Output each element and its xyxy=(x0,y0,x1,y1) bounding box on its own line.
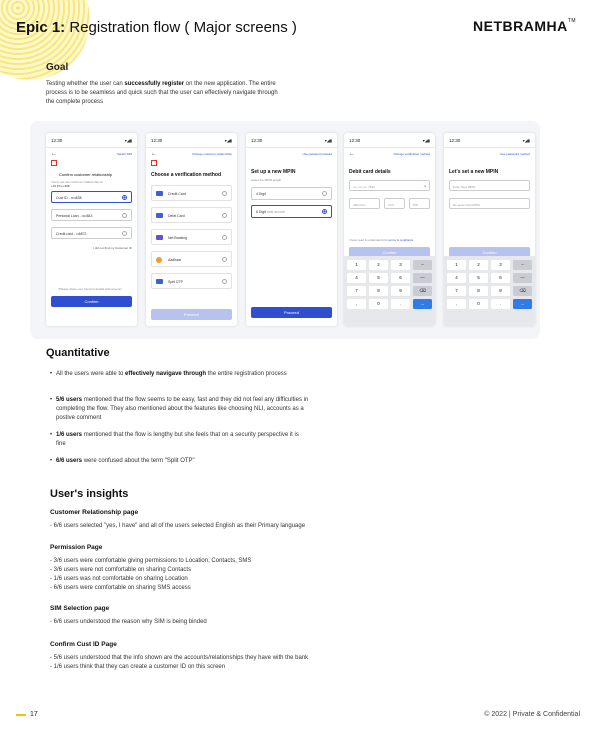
status-time: 12:30 xyxy=(51,138,63,143)
insight-item: - 1/6 users was not comfortable on sharing Location xyxy=(50,576,188,582)
split-otp-icon xyxy=(156,279,163,284)
phone-screen-debit-card xyxy=(344,133,435,326)
insight-group-title: SIM Selection page xyxy=(50,605,110,612)
radio-icon xyxy=(222,235,227,240)
radio-icon xyxy=(122,231,127,236)
status-time: 12:30 xyxy=(151,138,163,143)
reenter-mpin-input[interactable]: Re-enter New MPIN xyxy=(449,198,530,209)
insight-group-title: Customer Relationship page xyxy=(50,509,139,516)
keypad-key[interactable]: 5 xyxy=(469,273,488,283)
signal-battery-icon: ▾◢▮ xyxy=(124,138,132,143)
signal-battery-icon: ▾◢▮ xyxy=(324,138,332,143)
option-aadhaar[interactable]: Aadhaar xyxy=(151,251,232,267)
keypad-key[interactable]: – xyxy=(513,260,532,270)
screen-subtitle: You're are the customer relationship for xyxy=(51,180,104,184)
goal-heading: Goal xyxy=(46,62,69,73)
use-password-link[interactable]: Use password instead xyxy=(302,152,332,156)
cvv-input[interactable]: CVV xyxy=(384,198,405,209)
proceed-button[interactable]: Proceed xyxy=(151,309,232,320)
change-verification-link[interactable]: Change verification method xyxy=(393,152,430,156)
decorative-yellow-circle xyxy=(0,0,90,80)
option-net-banking[interactable]: Net Banking xyxy=(151,229,232,245)
screen-title: Set up a new MPIN xyxy=(251,169,296,175)
phone-number: +91 97••••308 xyxy=(51,184,70,188)
signal-battery-icon: ▾◢▮ xyxy=(224,138,232,143)
radio-icon xyxy=(122,213,127,218)
keypad-key[interactable]: 8 xyxy=(369,286,388,296)
back-arrow-icon[interactable]: ← xyxy=(349,151,355,157)
keypad-key[interactable]: 3 xyxy=(491,260,510,270)
phone-screen-new-mpin xyxy=(444,133,535,326)
insight-item: - 5/6 users understood that the info shown are the accounts/relationships they have with the bank xyxy=(50,655,309,661)
insight-item: - 6/6 users were comfortable on sharing SMS access xyxy=(50,585,191,591)
keypad-key[interactable]: 9 xyxy=(491,286,510,296)
goal-text: Testing whether the user can successfully register on the new application. The entire process is to be seamless and quick such that the user can effectively navigate through the complete process xyxy=(46,81,278,105)
debit-card-icon xyxy=(156,213,163,218)
signal-battery-icon: ▾◢▮ xyxy=(422,138,430,143)
card-brand-icon: ● xyxy=(424,184,426,188)
mpin-option-6-digit[interactable]: 6 Digit best secure xyxy=(251,205,332,218)
bank-logo-icon xyxy=(51,160,57,166)
credit-card-icon xyxy=(156,191,163,196)
keypad-key[interactable]: 4 xyxy=(347,273,366,283)
keypad-key[interactable]: ⌫ xyxy=(413,286,432,296)
keypad-key[interactable]: — xyxy=(513,273,532,283)
quantitative-item: • All the users were able to effectively navigave through the entire registration process xyxy=(50,371,287,377)
radio-icon xyxy=(222,279,227,284)
footer-accent-bar xyxy=(16,714,26,716)
keypad-key[interactable]: — xyxy=(413,273,432,283)
change-relationship-link[interactable]: Change customer relationship xyxy=(192,152,232,156)
status-time: 12:30 xyxy=(349,138,361,143)
back-arrow-icon[interactable]: ← xyxy=(151,151,157,157)
signal-battery-icon: ▾◢▮ xyxy=(522,138,530,143)
radio-icon xyxy=(222,213,227,218)
screen-title: Debit card details xyxy=(349,169,391,175)
radio-icon xyxy=(222,257,227,262)
phone-screen-setup-mpin xyxy=(246,133,337,326)
account-card[interactable]: Cust ID - ••••838 xyxy=(51,191,132,203)
keypad-key[interactable]: 0 xyxy=(469,299,488,309)
numeric-keypad xyxy=(444,256,535,326)
screen-title: Choose a verification method xyxy=(151,172,222,178)
keypad-key[interactable]: ⌫ xyxy=(513,286,532,296)
keypad-key[interactable]: 6 xyxy=(391,273,410,283)
aadhaar-icon xyxy=(156,257,162,263)
switch-sim-link[interactable]: Switch SIM xyxy=(116,152,132,156)
keypad-key[interactable]: 4 xyxy=(447,273,466,283)
confirm-button[interactable]: Confirm xyxy=(349,247,430,258)
mpin-option-4-digit[interactable]: 4 Digit xyxy=(251,187,332,200)
insight-group-title: Permission Page xyxy=(50,544,103,551)
net-banking-icon xyxy=(156,235,163,240)
keypad-key[interactable]: – xyxy=(413,260,432,270)
numeric-keypad xyxy=(344,256,435,326)
confirm-button[interactable]: Confirm xyxy=(449,247,530,258)
keypad-key[interactable]: , xyxy=(447,299,466,309)
keypad-key[interactable]: 7 xyxy=(447,286,466,296)
back-arrow-icon[interactable]: ← xyxy=(51,151,57,157)
keypad-key[interactable]: → xyxy=(413,299,432,309)
keypad-key[interactable]: 1 xyxy=(347,260,366,270)
page-title: Epic 1: Registration flow ( Major screens ) xyxy=(16,19,297,36)
terms-consent[interactable]: I have read & understand the terms & conditions xyxy=(349,238,414,242)
phone-screen-confirm-relationship xyxy=(46,133,137,326)
keypad-key[interactable]: 3 xyxy=(391,260,410,270)
status-time: 12:30 xyxy=(251,138,263,143)
option-credit-card[interactable]: Credit Card xyxy=(151,185,232,201)
keypad-key[interactable]: , xyxy=(347,299,366,309)
keypad-key[interactable]: 7 xyxy=(347,286,366,296)
bank-logo-icon xyxy=(151,160,157,166)
radio-icon xyxy=(222,191,227,196)
keypad-key[interactable]: → xyxy=(513,299,532,309)
page-number: 17 xyxy=(30,711,38,718)
keypad-key[interactable]: 9 xyxy=(391,286,410,296)
radio-selected-icon xyxy=(122,195,127,200)
keypad-key[interactable]: 6 xyxy=(491,273,510,283)
keypad-key[interactable]: 0 xyxy=(369,299,388,309)
confirm-button[interactable]: Confirm xyxy=(51,296,132,307)
phone-screen-verification-method xyxy=(146,133,237,326)
pin-input[interactable]: PIN xyxy=(409,198,430,209)
insights-heading: User's insights xyxy=(50,488,129,500)
insight-group-title: Confirm Cust ID Page xyxy=(50,641,117,648)
keypad-key[interactable]: 1 xyxy=(447,260,466,270)
insight-item: - 6/6 users selected "yes, I have" and all of the users selected English as their Primary language xyxy=(50,523,306,529)
quantitative-heading: Quantitative xyxy=(46,347,110,359)
keypad-key[interactable]: . xyxy=(391,299,410,309)
status-time: 12:30 xyxy=(449,138,461,143)
copyright-text: © 2022 | Private & Confidential xyxy=(484,711,580,718)
insight-item: - 1/6 users think that they can create a customer ID on this screen xyxy=(50,664,226,670)
keypad-key[interactable]: 2 xyxy=(369,260,388,270)
quantitative-item: • 1/6 users mentioned that the flow is lengthy but she feels that on a security perspective it is fine xyxy=(50,432,299,447)
account-card[interactable]: Credit card - ••6872 xyxy=(51,227,132,239)
insight-item: - 3/6 users were not comfortable on sharing Contacts xyxy=(50,567,192,573)
brand-logo: NETBRAMHA™ xyxy=(473,18,576,34)
screen-title: Confirm customer relationship xyxy=(59,172,113,177)
insight-item: - 3/6 users were comfortable giving permissions to Location, Contacts, SMS xyxy=(50,558,252,564)
keypad-key[interactable]: 5 xyxy=(369,273,388,283)
screen-subtitle: select the MPIN length xyxy=(251,178,282,182)
keypad-key[interactable]: 2 xyxy=(469,260,488,270)
quantitative-item: • 6/6 users were confused about the term "Split OTP" xyxy=(50,458,195,464)
valid-thru-input[interactable]: Valid thru xyxy=(349,198,380,209)
option-debit-card[interactable]: Debit Card xyxy=(151,207,232,223)
quantitative-item: • 5/6 users mentioned that the flow seems to be easy, fast and they did not feel any difficulties in completing the flow. They also mentioned about the features like choosing NLI, accounts as a postive comment xyxy=(50,397,309,421)
no-customer-id-link[interactable]: I did not find my Customer ID xyxy=(93,246,132,250)
card-number-input[interactable]: •••• •••• •••• 7846 ● xyxy=(349,180,430,191)
new-mpin-input[interactable]: Enter New MPIN xyxy=(449,180,530,191)
security-note: "Please share your Account details with anyone" xyxy=(58,287,123,291)
radio-selected-icon xyxy=(322,209,327,214)
radio-icon xyxy=(322,191,327,196)
use-password-link[interactable]: Use password method xyxy=(500,152,530,156)
keypad-key[interactable]: . xyxy=(491,299,510,309)
account-card[interactable]: Personal Loan - ••••843 xyxy=(51,209,132,221)
proceed-button[interactable]: Proceed xyxy=(251,307,332,318)
screen-title: Let's set a new MPIN xyxy=(449,169,499,175)
insight-item: - 6/6 users understood the reason why SIM is being binded xyxy=(50,619,207,625)
keypad-key[interactable]: 8 xyxy=(469,286,488,296)
option-split-otp[interactable]: Split OTP xyxy=(151,273,232,289)
